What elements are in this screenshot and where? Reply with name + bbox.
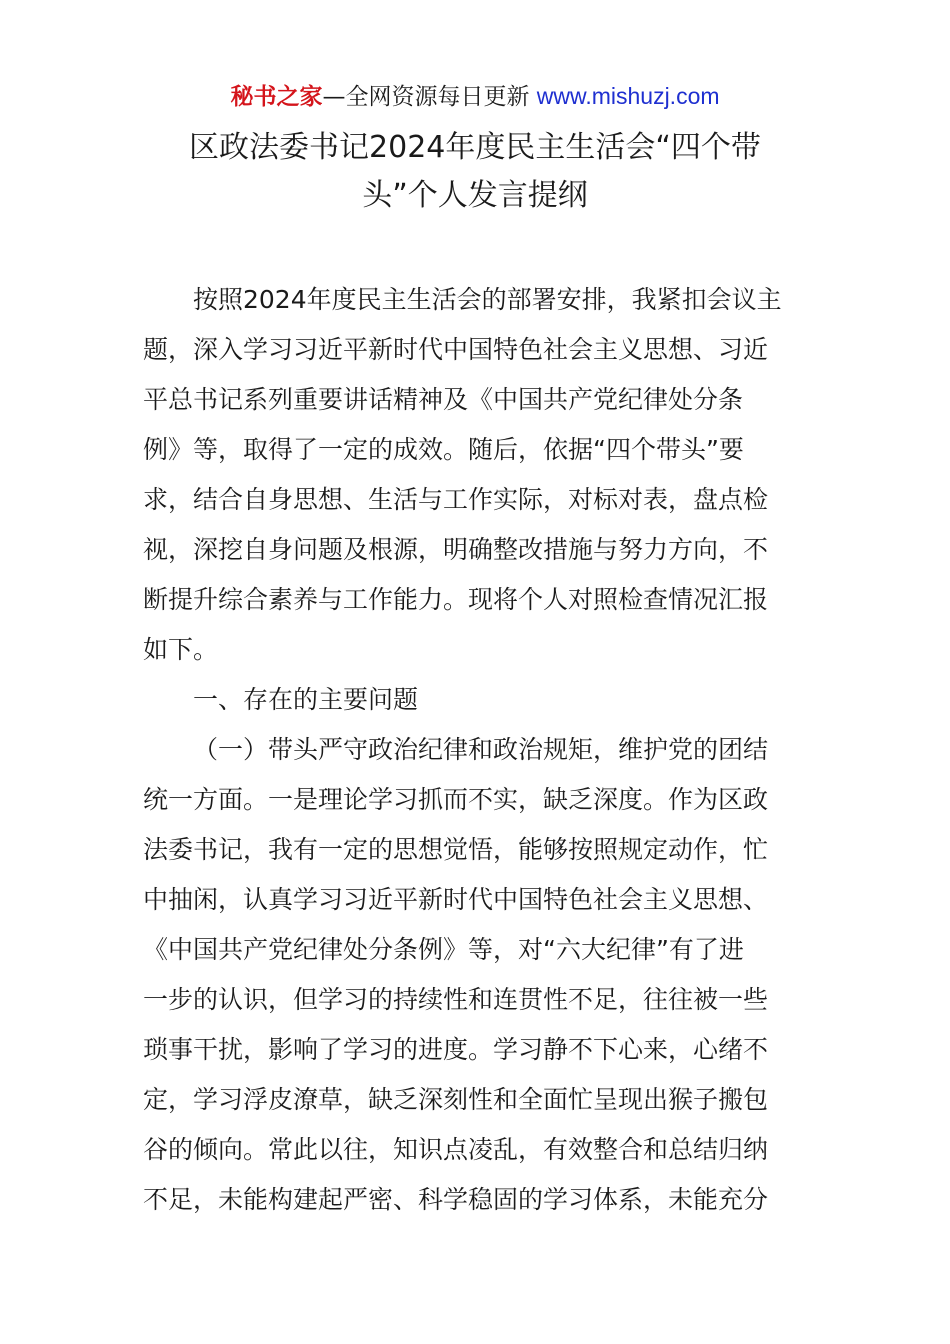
section-heading: 一、存在的主要问题 xyxy=(193,685,419,714)
body-line: 定，学习浮皮潦草，缺乏深刻性和全面忙呈现出猴子搬包 xyxy=(143,1085,769,1114)
body-line: 一步的认识，但学习的持续性和连贯性不足，往往被一些 xyxy=(143,985,769,1014)
body-line: 平总书记系列重要讲话精神及《中国共产党纪律处分条 xyxy=(143,385,744,414)
body-line: 不足，未能构建起严密、科学稳固的学习体系，未能充分 xyxy=(143,1185,769,1214)
body-line: 视，深挖自身问题及根源，明确整改措施与努力方向，不 xyxy=(143,535,769,564)
title-line: 区政法委书记2024年度民主生活会“四个带 xyxy=(189,130,761,165)
body-line: 如下。 xyxy=(143,635,219,664)
site-url-link[interactable]: www.mishuzj.com xyxy=(536,83,720,109)
site-brand: 秘书之家 xyxy=(230,84,323,110)
body-line: 例》等，取得了一定的成效。随后，依据“四个带头”要 xyxy=(143,435,744,464)
document-body xyxy=(143,275,809,1225)
title-line: 头”个人发言提纲 xyxy=(362,178,588,213)
body-line: 断提升综合素养与工作能力。现将个人对照检查情况汇报 xyxy=(143,585,769,614)
site-tagline: —全网资源每日更新 xyxy=(322,84,537,110)
body-line: 中抽闲，认真学习习近平新时代中国特色社会主义思想、 xyxy=(143,885,769,914)
body-line: 题，深入学习习近平新时代中国特色社会主义思想、习近 xyxy=(143,335,769,364)
body-line: 琐事干扰，影响了学习的进度。学习静不下心来，心绪不 xyxy=(143,1035,769,1064)
body-line: 谷的倾向。常此以往，知识点凌乱，有效整合和总结归纳 xyxy=(143,1135,769,1164)
document-title xyxy=(140,124,810,220)
body-line: （一）带头严守政治纪律和政治规矩，维护党的团结 xyxy=(193,735,769,764)
site-header xyxy=(0,80,950,113)
body-line: 统一方面。一是理论学习抓而不实，缺乏深度。作为区政 xyxy=(143,785,769,814)
body-line: 按照2024年度民主生活会的部署安排，我紧扣会议主 xyxy=(193,285,782,314)
body-line: 《中国共产党纪律处分条例》等，对“六大纪律”有了进 xyxy=(143,935,744,964)
body-line: 法委书记，我有一定的思想觉悟，能够按照规定动作，忙 xyxy=(143,835,769,864)
body-line: 求，结合自身思想、生活与工作实际，对标对表，盘点检 xyxy=(143,485,769,514)
